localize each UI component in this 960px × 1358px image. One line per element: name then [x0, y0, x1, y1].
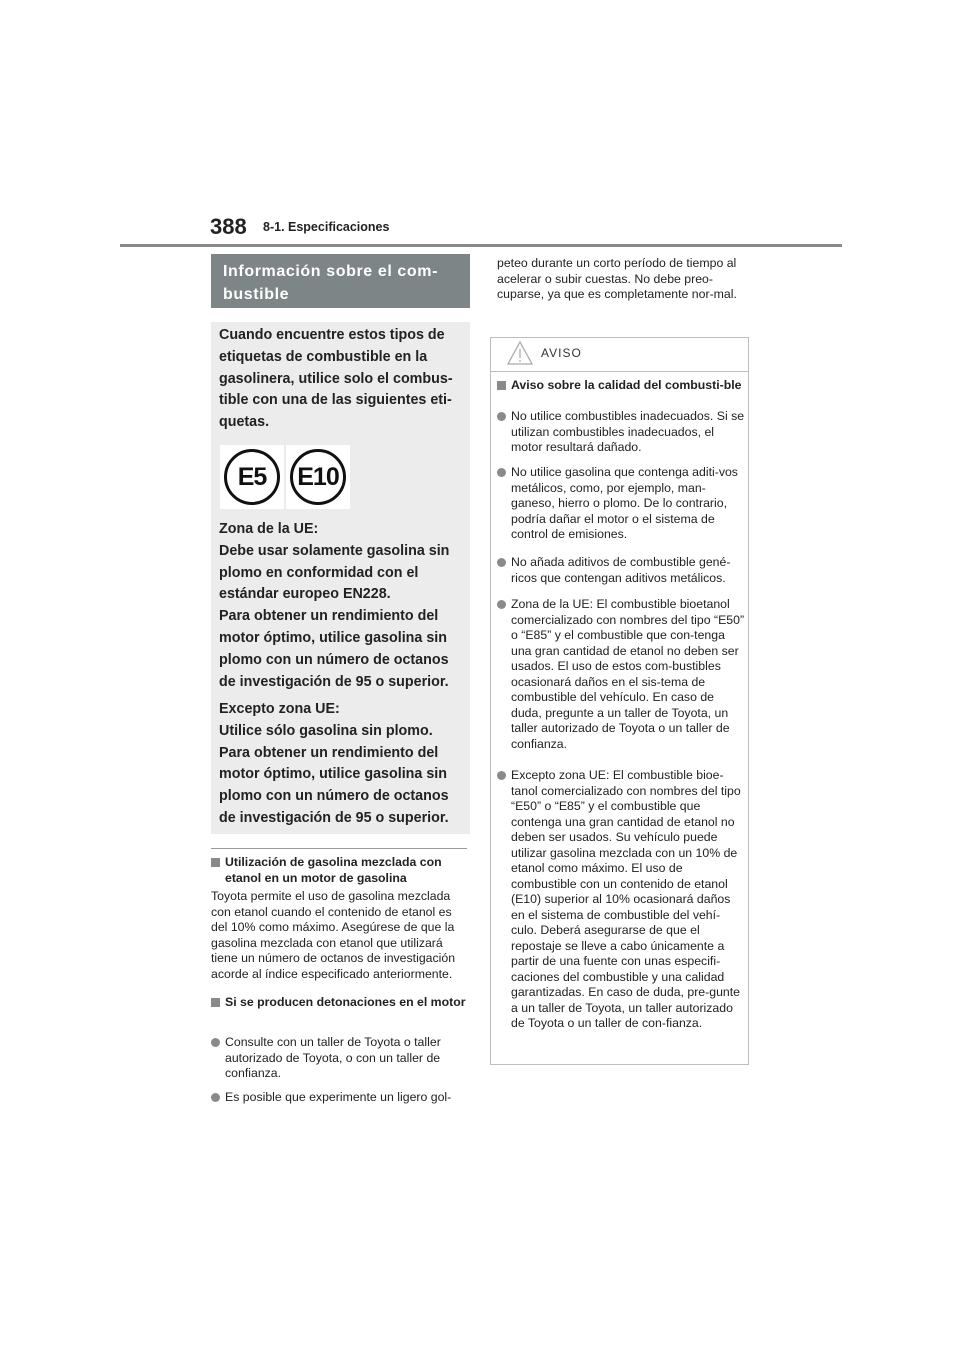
knock-bullet-1-text: Consulte con un taller de Toyota o taller autorizado de Toyota, o con un taller de confianza.	[225, 1035, 441, 1080]
header-rule	[120, 244, 842, 247]
ethanol-text: Toyota permite el uso de gasolina mezclada con etanol cuando el contenido de etanol es del 10% como máximo. Asegúrese de que la gasolina mezclada con etanol que utilizará tiene un número de octanos de investigación acorde al índice especificado anteriormente.	[211, 889, 456, 981]
page-number: 388	[210, 214, 247, 239]
square-bullet-icon	[211, 998, 220, 1007]
section-label: 8-1. Especificaciones	[263, 220, 390, 234]
round-bullet-icon	[497, 558, 506, 567]
fuel-label-e10	[286, 445, 350, 509]
continued-text: peteo durante un corto período de tiempo al acelerar o subir cuestas. No debe preo-cuparse, ya que es completamente nor-mal.	[497, 256, 737, 301]
round-bullet-icon	[211, 1093, 220, 1102]
round-bullet-icon	[211, 1038, 220, 1047]
square-bullet-icon	[211, 858, 220, 867]
warning-heading-text: Aviso sobre la calidad del combusti-ble	[511, 378, 742, 392]
warning-triangle-icon	[506, 339, 534, 367]
warning-bullet	[497, 768, 745, 1032]
ethanol-heading	[211, 855, 469, 886]
warning-bullet-text: No utilice combustibles inadecuados. Si se utilizan combustibles inadecuados, el motor resultará dañado.	[511, 409, 745, 454]
square-bullet-icon	[497, 381, 506, 390]
warning-header-rule	[490, 371, 749, 372]
fuel-labels	[220, 445, 350, 509]
knock-heading-text: Si se producen detonaciones en el motor	[225, 995, 466, 1009]
fuel-label-e10-text: E10	[290, 449, 346, 505]
warning-bullet	[497, 465, 745, 543]
knock-heading	[211, 995, 469, 1011]
warning-bullet	[497, 555, 745, 586]
round-bullet-icon	[497, 412, 506, 421]
warning-bullet-text: No añada aditivos de combustible gené-ricos que contengan aditivos metálicos.	[511, 555, 731, 585]
warning-bullet	[497, 409, 745, 456]
section-divider	[211, 848, 467, 849]
info-intro: Cuando encuentre estos tipos de etiquetas de combustible en la gasolinera, utilice solo el combus-tible con una de las siguientes eti-quetas.	[219, 327, 453, 431]
section-title: Información sobre el com- bustible	[211, 254, 470, 308]
warning-title: AVISO	[541, 346, 582, 360]
info-eu: Zona de la UE: Debe usar solamente gasolina sin plomo en conformidad con el estándar europeo EN228. Para obtener un rendimiento del motor óptimo, utilice gasolina sin plomo con un número de octanos de investigación de 95 o superior.	[219, 521, 450, 690]
fuel-label-e5-text: E5	[224, 449, 280, 505]
fuel-label-e5	[220, 445, 284, 509]
round-bullet-icon	[497, 468, 506, 477]
warning-heading	[497, 378, 745, 394]
warning-bullet-text: Zona de la UE: El combustible bioetanol comercializado con nombres del tipo “E50” o “E85” y el combustible que con-tenga una gran cantidad de etanol no deben ser usados. El uso de estos com-bustibles ocasionará daños en el sis-tema de combustible del vehículo. En caso de duda, pregunte a un taller de Toyota, un taller autorizado de Toyota o un taller de confianza.	[511, 597, 745, 751]
round-bullet-icon	[497, 771, 506, 780]
info-non-eu: Excepto zona UE: Utilice sólo gasolina sin plomo. Para obtener un rendimiento del motor óptimo, utilice gasolina sin plomo con un número de octanos de investigación de 95 o superior.	[219, 701, 449, 826]
ethanol-heading-text: Utilización de gasolina mezclada con etanol en un motor de gasolina	[225, 855, 442, 885]
warning-bullet-text: Excepto zona UE: El combustible bioe-tanol comercializado con nombres del tipo “E50” o “E85” y el combustible que contenga una gran cantidad de etanol no deben ser usados. Su vehículo puede utilizar gasolina mezclada con un 10% de etanol como máximo. El uso de combustible con un contenido de etanol (E10) superior al 10% ocasionará daños en el sistema de combustible del vehí-culo. Deberá asegurarse de que el repostaje se lleve a cabo únicamente a partir de una fuente con unas especifi-caciones del combustible y una calidad garantizadas. En caso de duda, pre-gunte a un taller de Toyota, un taller autorizado de Toyota o un taller de con-fianza.	[511, 768, 741, 1030]
knock-bullet-2	[211, 1090, 469, 1106]
warning-bullet-text: No utilice gasolina que contenga aditi-vos metálicos, como, por ejemplo, man-ganeso, hierro o plomo. De lo contrario, podría dañar el motor o el sistema de control de emisiones.	[511, 465, 738, 541]
knock-bullet-1	[211, 1035, 469, 1082]
knock-bullet-2-text: Es posible que experimente un ligero gol-	[225, 1090, 452, 1104]
round-bullet-icon	[497, 600, 506, 609]
warning-bullet	[497, 597, 745, 752]
